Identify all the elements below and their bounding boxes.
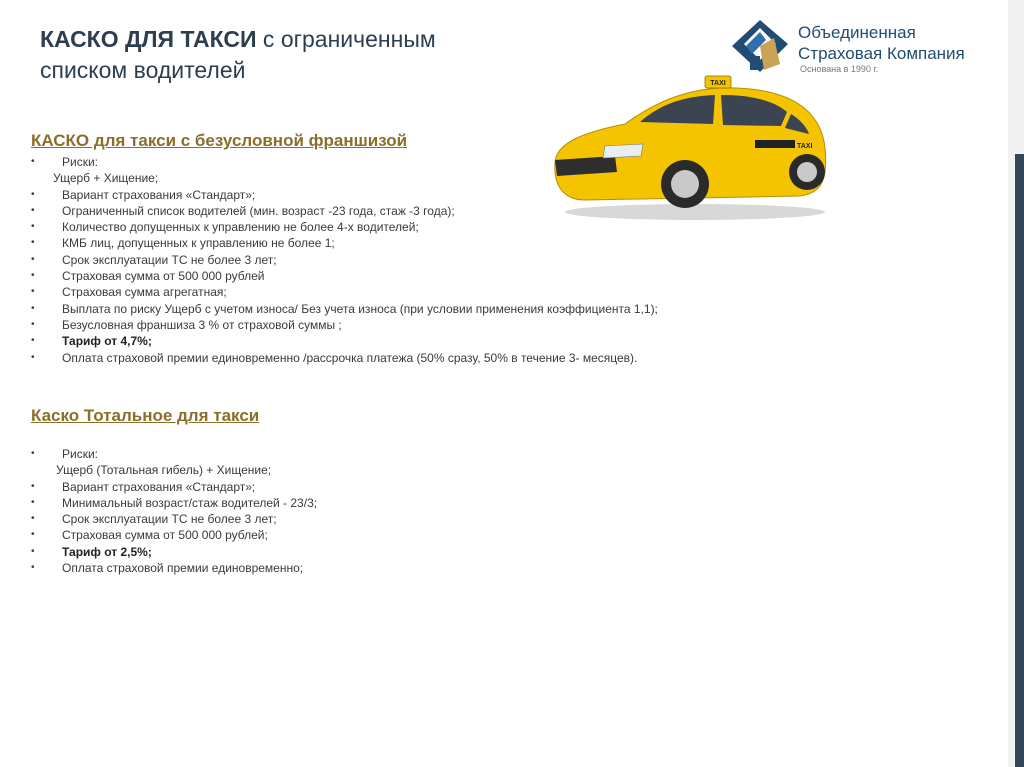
section-1-list: [31, 154, 658, 366]
section-2-list: [31, 446, 317, 576]
side-accent-bar: [1015, 154, 1024, 767]
slide-title: [40, 24, 540, 86]
section-1-title: КАСКО для такси с безусловной франшизой: [31, 131, 408, 150]
logo-text: [798, 22, 965, 74]
title-rest-part: с ограниченным: [256, 26, 436, 52]
list-item: • Вариант страхования «Стандарт»;: [31, 187, 256, 202]
logo-line-1: Объединенная: [798, 23, 916, 42]
title-bold-part: КАСКО ДЛЯ ТАКСИ: [40, 26, 257, 52]
section-2-title: Каско Тотальное для такси: [31, 406, 260, 425]
list-item: • Количество допущенных к управлению не более 4-х водителей;: [31, 220, 419, 235]
list-item: Ущерб (Тотальная гибель) + Хищение;: [56, 463, 272, 478]
list-item: • Минимальный возраст/стаж водителей - 23/3;: [31, 495, 318, 510]
list-item: • Срок эксплуатации ТС не более 3 лет;: [31, 512, 277, 527]
list-item: • Оплата страховой премии единовременно;: [31, 561, 304, 576]
taxi-roof-sign: TAXI: [710, 80, 726, 87]
logo-line-2: Страховая Компания: [798, 44, 965, 63]
list-item-tariff: • Тариф от 2,5%;: [31, 544, 152, 559]
list-item: • Безусловная франшиза 3 % от страховой суммы ;: [31, 317, 342, 332]
list-item: • Срок эксплуатации ТС не более 3 лет;: [31, 252, 277, 267]
list-item: • Вариант страхования «Стандарт»;: [31, 479, 256, 494]
list-item: • Риски:: [31, 447, 98, 461]
list-item: • Страховая сумма агрегатная;: [31, 285, 227, 300]
logo-since: Основана в 1990 г.: [800, 64, 879, 74]
list-item: Ущерб + Хищение;: [53, 171, 159, 186]
list-item: • Страховая сумма от 500 000 рублей: [31, 269, 265, 284]
taxi-door-sign: TAXI: [797, 143, 813, 150]
list-item: • КМБ лиц, допущенных к управлению не более 1;: [31, 236, 335, 251]
list-item: • Риски:: [31, 155, 98, 169]
list-item: • Ограниченный список водителей (мин. возраст -23 года, стаж -3 года);: [31, 203, 455, 218]
title-line-2: списком водителей: [40, 57, 246, 83]
list-item: • Выплата по риску Ущерб с учетом износа/ Без учета износа (при условии применения коэффициента 1,1);: [31, 301, 658, 316]
list-item: • Оплата страховой премии единовременно /рассрочка платежа (50% сразу, 50% в течение 3- месяцев).: [31, 350, 638, 365]
list-item: • Страховая сумма от 500 000 рублей;: [31, 528, 268, 543]
list-item-tariff: • Тариф от 4,7%;: [31, 334, 152, 349]
